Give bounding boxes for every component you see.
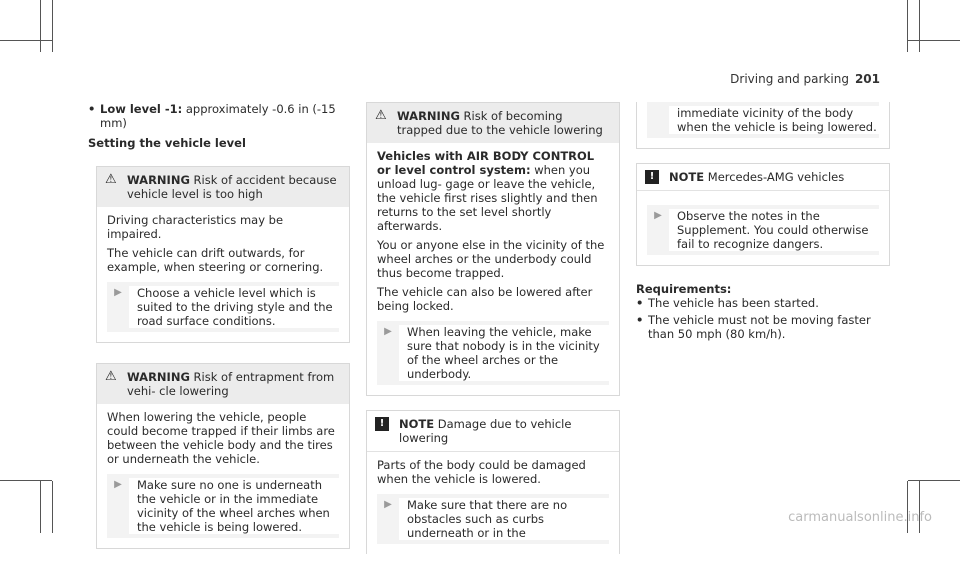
warning-triangle-icon: ⚠ <box>375 108 387 123</box>
step-text: Observe the notes in the Supplement. You could otherwise fail to recognize dangers. <box>669 209 879 251</box>
paragraph: The vehicle can also be lowered after being locked. <box>377 285 593 313</box>
note-title: Damage due to vehicle lowering <box>399 417 572 445</box>
arrow-right-icon: ▶ <box>114 479 122 490</box>
page-number: 201 <box>854 72 880 86</box>
step-text: Make sure no one is underneath the vehicle or in the immediate vicinity of the wheel arches when the vehicle is being lowered. <box>129 478 339 534</box>
step-text: Choose a vehicle level which is suited to the driving style and the road surface conditions. <box>129 286 339 328</box>
step-text: Make sure that there are no obstacles such as curbs underneath or in the <box>399 498 609 540</box>
requirements-heading: Requirements: <box>636 282 732 296</box>
column-2 <box>366 102 620 568</box>
watermark: carmanualsonline.info <box>788 510 932 525</box>
paragraph: You or anyone else in the vicinity of the wheel arches or the underbody could thus become trapped. <box>377 238 605 280</box>
arrow-right-icon: ▶ <box>114 287 122 298</box>
instruction-step <box>107 282 339 332</box>
instruction-step <box>107 474 339 538</box>
instruction-step <box>647 102 879 138</box>
warning-label: WARNING <box>397 109 460 123</box>
step-spacer <box>647 106 669 134</box>
instruction-step <box>377 321 609 385</box>
paragraph: Driving characteristics may be impaired. <box>107 213 284 241</box>
column-3 <box>636 102 890 344</box>
section-heading: Setting the vehicle level <box>88 136 246 150</box>
bold-lead: Vehicles with AIR BODY CONTROL or level control system: <box>377 149 595 177</box>
instruction-step <box>377 494 609 544</box>
step-text: When leaving the vehicle, make sure that nobody is in the vicinity of the wheel arches or the underbody. <box>399 325 609 381</box>
column-1 <box>88 102 350 563</box>
note-continuation <box>636 102 890 149</box>
list-item <box>88 102 350 130</box>
list-text: The vehicle has been started. <box>648 296 819 310</box>
crop-mark <box>908 40 960 41</box>
note-box <box>366 410 620 554</box>
bullet-label: Low level -1: <box>100 102 183 116</box>
paragraph: When lowering the vehicle, people could become trapped if their limbs are between the vehicle body and the tires or underneath the vehicle. <box>107 410 335 466</box>
paragraph: Parts of the body could be damaged when the vehicle is lowered. <box>377 458 586 486</box>
warning-title: Risk of accident because vehicle level is too high <box>127 173 337 201</box>
paragraph: The vehicle can drift outwards, for example, when steering or cornering. <box>107 246 324 274</box>
list-item <box>636 296 890 310</box>
warning-label: WARNING <box>127 370 190 384</box>
note-label: NOTE <box>399 417 435 431</box>
arrow-right-icon: ▶ <box>384 326 392 337</box>
bullet-icon: • <box>88 102 96 116</box>
warning-box <box>96 363 350 549</box>
note-exclamation-icon: ! <box>375 417 389 431</box>
section-title: Driving and parking <box>730 72 849 86</box>
instruction-step <box>647 205 879 255</box>
bullet-text: approximately -0.6 in (-15 mm) <box>100 102 336 130</box>
note-title: Mercedes-AMG vehicles <box>707 170 845 184</box>
note-label: NOTE <box>669 170 705 184</box>
crop-mark <box>0 40 52 41</box>
warning-triangle-icon: ⚠ <box>105 172 117 187</box>
crop-mark <box>908 480 960 481</box>
crop-mark <box>40 0 41 52</box>
bullet-icon: • <box>636 296 644 310</box>
bullet-icon: • <box>636 313 644 327</box>
warning-label: WARNING <box>127 173 190 187</box>
list-item <box>636 313 890 341</box>
note-box <box>636 163 890 266</box>
step-text: immediate vicinity of the body when the vehicle is being lowered. <box>669 106 879 134</box>
crop-mark <box>907 0 908 52</box>
warning-title: Risk of entrapment from vehi- cle lowering <box>127 370 335 398</box>
arrow-right-icon: ▶ <box>384 499 392 510</box>
crop-mark <box>907 481 908 533</box>
warning-title: Risk of becoming trapped due to the vehicle lowering <box>397 109 603 137</box>
page-header <box>730 72 880 86</box>
crop-mark <box>0 480 52 481</box>
crop-mark <box>919 0 920 52</box>
paragraph: when you unload lug- gage or leave the vehicle, the vehicle first rises slightly and then returns to the set level shortly afterwards. <box>377 163 598 233</box>
warning-triangle-icon: ⚠ <box>105 369 117 384</box>
note-exclamation-icon: ! <box>645 170 659 184</box>
warning-box <box>366 102 620 396</box>
warning-box <box>96 166 350 343</box>
crop-mark <box>919 481 920 533</box>
arrow-right-icon: ▶ <box>654 210 662 221</box>
list-text: The vehicle must not be moving faster than 50 mph (80 km/h). <box>648 313 871 341</box>
crop-mark <box>52 0 53 52</box>
crop-mark <box>40 481 41 533</box>
crop-mark <box>52 481 53 533</box>
